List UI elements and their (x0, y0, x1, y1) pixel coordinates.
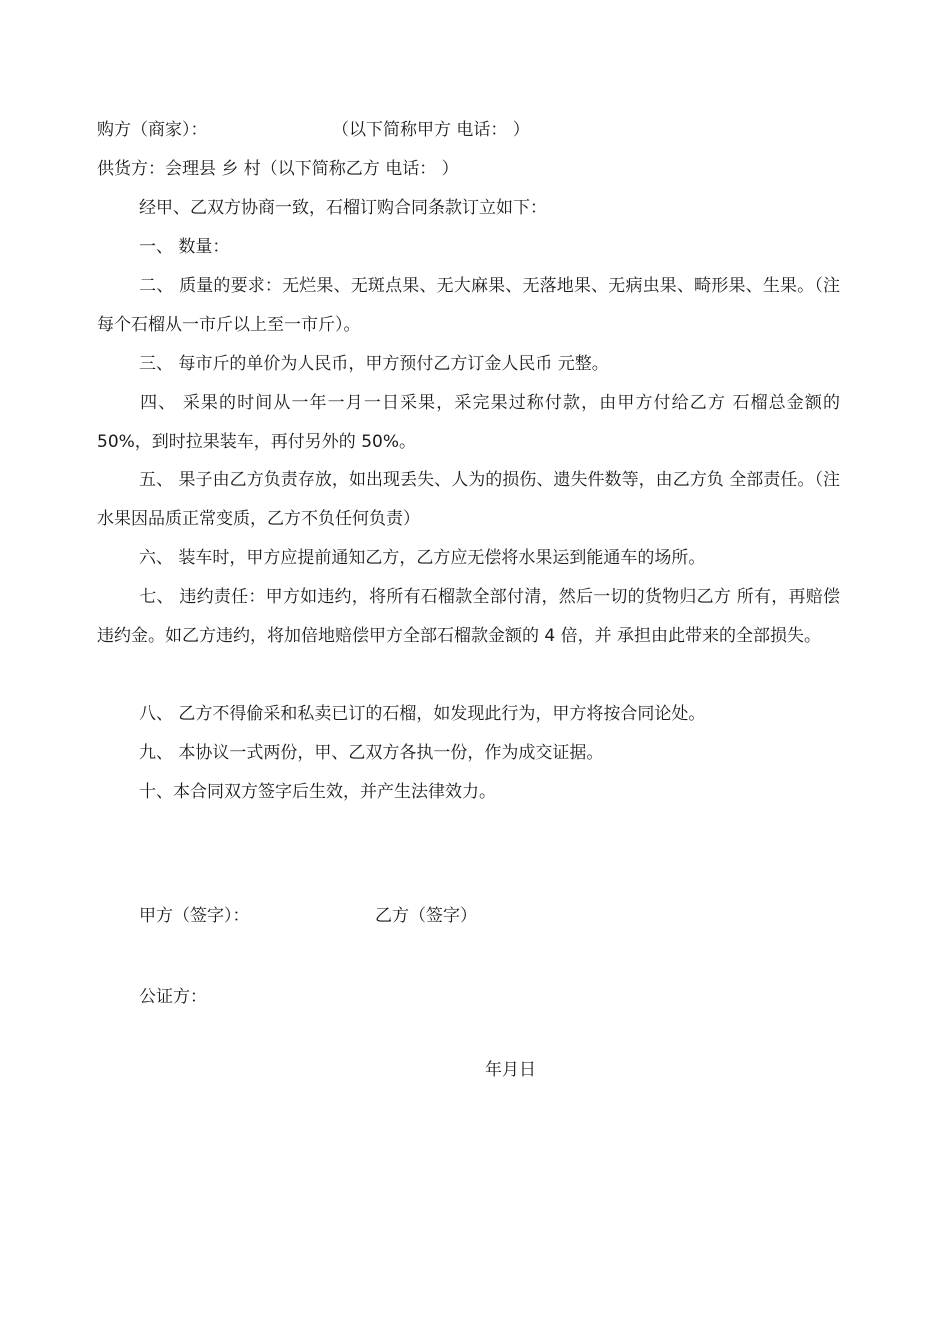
party-a-label: 甲方（签字）： (139, 906, 250, 926)
clause-6 (139, 546, 705, 570)
clause-1-text: 一、 数量： (139, 237, 230, 257)
clause-3-text: 三、 每市斤的单价为人民币，甲方预付乙方订金人民币 元整。 (139, 354, 609, 374)
clause-8-text: 八、 乙方不得偷采和私卖已订的石榴，如发现此行为，甲方将按合同论处。 (139, 704, 706, 724)
supplier-line (97, 157, 459, 181)
intro-text: 经甲、乙双方协商一致，石榴订购合同条款订立如下： (139, 198, 547, 218)
clause-3 (139, 352, 609, 376)
clause-8 (139, 702, 705, 726)
party-b-label: 乙方（签字） (375, 906, 477, 926)
clause-10-text: 十、本合同双方签字后生效，并产生法律效力。 (139, 782, 496, 802)
clause-7 (97, 578, 840, 655)
clause-4-text: 四、 采果的时间从一年一月一日采果，采完果过称付款，由甲方付给乙方 石榴总金额的 50%，到时拉果装车，再付另外的 50%。 (97, 393, 840, 452)
clause-9-text: 九、 本协议一式两份，甲、乙双方各执一份，作为成交证据。 (139, 743, 604, 763)
date-label: 年月日 (485, 1060, 536, 1080)
clause-2-text: 二、 质量的要求：无烂果、无斑点果、无大麻果、无落地果、无病虫果、畸形果、生果。（注每个石榴从一市斤以上至一市斤）。 (97, 276, 840, 335)
intro-paragraph (139, 196, 547, 220)
clause-2 (97, 267, 840, 344)
notary-label: 公证方： (139, 987, 207, 1007)
clause-1 (139, 235, 229, 259)
buyer-note (332, 118, 530, 142)
clause-10 (139, 780, 496, 804)
buyer-label: 购方（商家）： (97, 120, 208, 140)
party-a-signature (139, 904, 250, 928)
clause-5 (97, 461, 840, 538)
clause-9 (139, 741, 603, 765)
clause-4 (97, 384, 840, 461)
supplier-text: 供货方：会理县 乡 村（以下简称乙方 电话： ） (97, 159, 459, 179)
clause-7-text: 七、 违约责任：甲方如违约，将所有石榴款全部付清，然后一切的货物归乙方 所有，再赔偿违约金。如乙方违约，将加倍地赔偿甲方全部石榴款金额的 4 倍，并 承担由此带来的全部损失。 (97, 587, 840, 646)
clause-5-text: 五、 果子由乙方负责存放，如出现丢失、人为的损伤、遗失件数等，由乙方负 全部责任。（注水果因品质正常变质，乙方不负任何负责） (97, 470, 840, 529)
clause-6-text: 六、 装车时，甲方应提前通知乙方，乙方应无偿将水果运到能通车的场所。 (139, 548, 706, 568)
date-line (485, 1058, 536, 1082)
buyer-line (97, 118, 208, 142)
notary-signature (139, 985, 207, 1009)
party-b-signature (375, 904, 477, 928)
buyer-note-text: （以下简称甲方 电话： ） (332, 120, 530, 140)
